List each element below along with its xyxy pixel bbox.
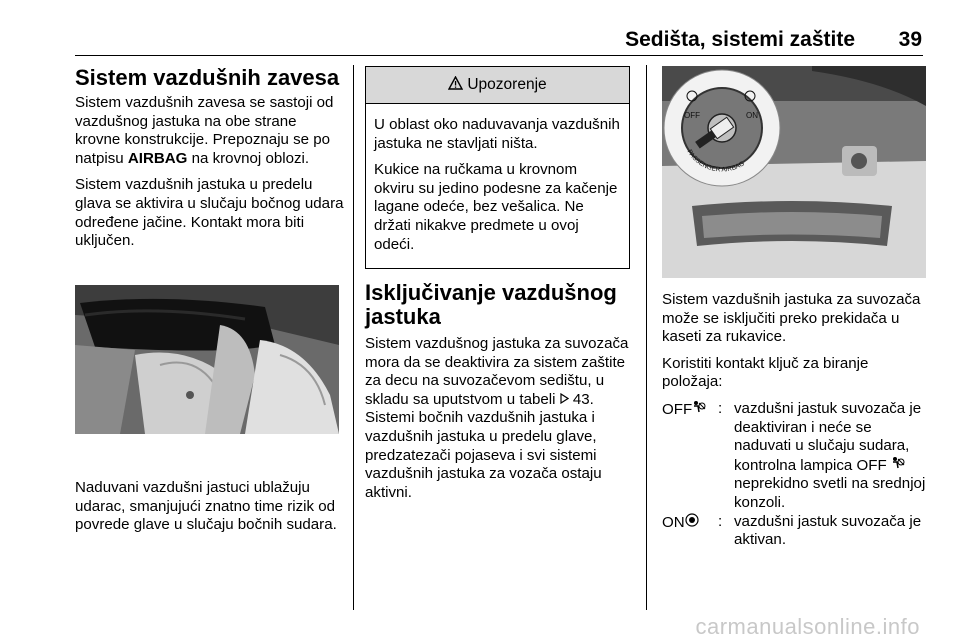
warning-body xyxy=(366,104,629,254)
airbag-deactivation-heading: Isključivanje vazdušnog jastuka xyxy=(365,280,617,329)
page-reference-link[interactable]: 43 xyxy=(572,390,590,408)
curtain-airbag-image xyxy=(75,285,339,434)
off-definition: OFF : vazdušni jastuk suvozača je deaktiviran i neće se naduvati u slučaju sudara, kontrolna lampica OFF neprekidno svetli na srednjoj konzoli. xyxy=(662,400,932,513)
curtain-airbag-heading: Sistem vazdušnih zavesa xyxy=(75,65,340,90)
curtain-activation-paragraph: Sistem vazdušnih jastuka u predelu glava se aktivira u slučaju bočnog udara određene jačine. Kontakt mora biti uključen. xyxy=(75,176,344,250)
warning-triangle-icon xyxy=(448,76,463,95)
warning-header xyxy=(366,67,629,104)
passenger-airbag-ring-label: PASSENGER AIRBAG xyxy=(685,148,746,174)
section-title: Sedišta, sistemi zaštite xyxy=(625,28,855,51)
watermark: carmanualsonline.info xyxy=(695,614,920,639)
warning-paragraph-2: Kukice na ručkama u krovnom okviru su jedino podesne za kačenje lagane odeće, bez vešalica. Ne držati nikakve predmete u ovoj odeći. xyxy=(374,161,618,253)
column-divider-2 xyxy=(646,65,647,610)
key-paragraph: Koristiti kontakt ključ za biranje položaja: xyxy=(662,354,869,391)
warning-paragraph-1: U oblast oko naduvavanja vazdušnih jastuka ne stavljati ništa. xyxy=(374,116,620,152)
switch-paragraph: Sistem vazdušnih jastuka za suvozača može se isključiti preko prekidača u kaseti za rukavice. xyxy=(662,291,921,346)
curtain-intro-paragraph: Sistem vazdušnih zavesa se sastoji od vazdušnog jastuka na obe strane krovne konstrukcije. Prepoznaju se po natpisu AIRBAG na krovnoj oblozi. xyxy=(75,94,334,167)
page-number: 39 xyxy=(898,28,922,51)
warning-title: Upozorenje xyxy=(467,76,547,93)
off-term: OFF xyxy=(662,400,718,513)
airbag-label: AIRBAG xyxy=(127,149,188,167)
column-2 xyxy=(365,281,637,510)
page-ref-triangle-icon xyxy=(560,391,569,408)
off-description: vazdušni jastuk suvozača je deaktiviran i neće se naduvati u slučaju sudara, kontrolna lampica OFF neprekidno svetli na srednjoj konzoli. xyxy=(734,399,926,511)
warning-box xyxy=(365,66,630,269)
deactivation-paragraph: Sistem vazdušnog jastuka za suvozača mora da se deaktivira za sistem zaštite za decu na suvozačevom sedištu, u skladu sa uputstvom u tabeli 43. Sistemi bočnih vazdušnih jastuka i vazdušnih jastuka u predelu glave, predzatezači pojaseva i svi sistemi vazdušnih jastuka za vozača ostaju aktivni. xyxy=(365,335,629,501)
column-1-caption-block xyxy=(75,479,345,543)
image-caption: Naduvani vazdušni jastuci ublažuju udarac, smanjujući znatno time rizik od povrede glave u slučaju bočnih sudara. xyxy=(75,479,337,534)
off-label: OFF xyxy=(684,111,700,120)
on-term: ON xyxy=(662,513,718,550)
column-3 xyxy=(662,291,932,550)
column-divider-1 xyxy=(353,65,354,610)
header-rule xyxy=(75,55,923,56)
airbag-off-icon xyxy=(891,457,905,474)
on-description: vazdušni jastuk suvozača je aktivan. xyxy=(734,512,922,549)
on-label: ON xyxy=(746,111,758,120)
column-1 xyxy=(75,66,345,259)
on-definition: ON : vazdušni jastuk suvozača je aktivan. xyxy=(662,513,932,550)
airbag-switch-image xyxy=(662,66,926,278)
airbag-off-icon xyxy=(692,402,706,417)
airbag-on-icon xyxy=(685,515,699,530)
